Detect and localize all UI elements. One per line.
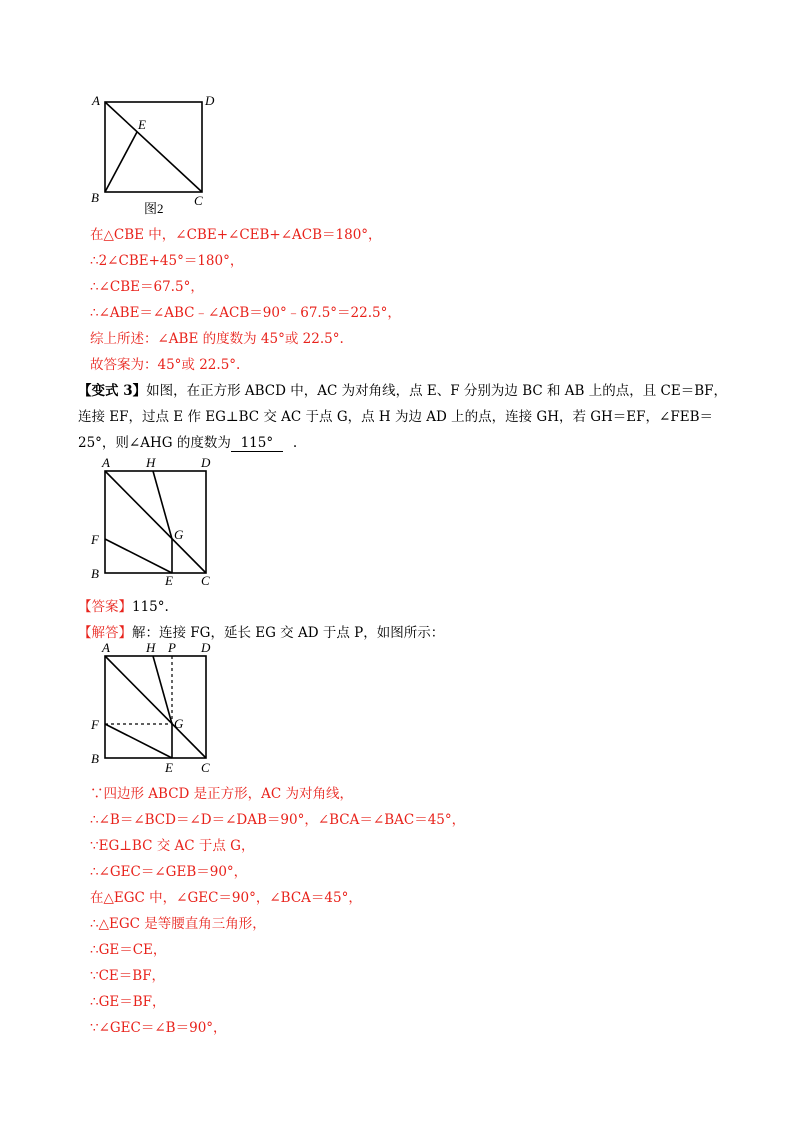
figure-3 — [88, 455, 228, 590]
label-d: D — [201, 640, 211, 655]
solution2-line-6: ∴△EGC 是等腰直角三角形， — [90, 916, 266, 932]
solution2-line-2: ∴∠B＝∠BCD＝∠D＝∠DAB＝90°，∠BCA＝∠BAC＝45°， — [90, 812, 466, 828]
segment-fe — [105, 539, 172, 573]
variant-end: . — [292, 435, 298, 451]
figure-2 — [88, 92, 228, 222]
solution2-line-9: ∴GE＝BF， — [90, 994, 166, 1010]
label-f: F — [91, 532, 99, 547]
label-a: A — [102, 640, 110, 655]
solution1-line-3: ∴∠CBE＝67.5°， — [90, 279, 204, 295]
label-e: E — [165, 573, 173, 588]
variant-tag: 【变式 3】 — [78, 383, 147, 399]
figure-4 — [88, 640, 228, 775]
diagonal-ac — [105, 471, 206, 573]
label-f: F — [91, 717, 99, 732]
segment-fe — [105, 724, 172, 758]
answer-line — [78, 598, 169, 616]
solution2-line-10: ∵∠GEC＝∠B＝90°， — [90, 1020, 227, 1036]
figure-3-diagram — [88, 455, 228, 590]
analysis-text: 解：连接 FG，延长 EG 交 AD 于点 P，如图所示： — [132, 625, 445, 641]
answer-blank: 115° — [231, 435, 283, 452]
label-b: B — [91, 566, 99, 581]
label-h: H — [146, 640, 156, 655]
solution1-line-4: ∴∠ABE＝∠ABC﹣∠ACB＝90°﹣67.5°＝22.5°， — [90, 305, 401, 321]
label-g: G — [174, 716, 184, 731]
label-d: D — [205, 93, 215, 108]
label-g: G — [174, 527, 184, 542]
solution2-line-1: ∵四边形 ABCD 是正方形，AC 为对角线， — [90, 786, 354, 802]
answer-value: 115°. — [132, 599, 169, 615]
label-c: C — [201, 760, 210, 775]
solution2-line-5: 在△EGC 中，∠GEC＝90°，∠BCA＝45°， — [90, 890, 362, 906]
solution2-line-4: ∴∠GEC＝∠GEB＝90°， — [90, 864, 248, 880]
figure-4-diagram — [88, 640, 228, 775]
label-a: A — [92, 93, 100, 108]
solution1-line-2: ∴2∠CBE+45°＝180°， — [90, 253, 244, 269]
answer-label: 【答案】 — [78, 599, 132, 615]
label-h: H — [146, 455, 156, 470]
solution1-line-5: 综上所述：∠ABE 的度数为 45°或 22.5°. — [90, 331, 344, 347]
solution1-line-6: 故答案为：45°或 22.5°. — [90, 357, 241, 373]
label-c: C — [201, 573, 210, 588]
label-e: E — [165, 760, 173, 775]
label-a: A — [102, 455, 110, 470]
label-e: E — [138, 117, 146, 132]
variant-3-problem — [78, 378, 733, 456]
label-b: B — [91, 190, 99, 205]
figure-2-diagram — [88, 92, 228, 222]
segment-be — [105, 132, 137, 192]
label-b: B — [91, 751, 99, 766]
diagonal-ac — [105, 656, 206, 758]
solution2-line-7: ∴GE＝CE， — [90, 942, 167, 958]
figure-2-caption: 图2 — [144, 201, 164, 216]
diagonal-ac — [105, 102, 202, 192]
solution2-line-8: ∵CE＝BF， — [90, 968, 166, 984]
solution2-line-3: ∵EG⊥BC 交 AC 于点 G， — [90, 838, 255, 854]
analysis-label: 【解答】 — [78, 625, 132, 641]
label-p: P — [168, 640, 176, 655]
label-d: D — [201, 455, 211, 470]
variant-text: 如图，在正方形 ABCD 中，AC 为对角线，点 E、F 分别为边 BC 和 AB 上的点，且 CE＝BF，连接 EF，过点 E 作 EG⊥BC 交 AC 于点 G，点 H 为边 AD 上的点，连接 GH，若 GH＝EF，∠FEB＝25°，则∠AHG 的度数为 — [78, 383, 728, 451]
solution1-line-1: 在△CBE 中，∠CBE+∠CEB+∠ACB＝180°， — [90, 227, 382, 243]
label-c: C — [194, 193, 203, 208]
